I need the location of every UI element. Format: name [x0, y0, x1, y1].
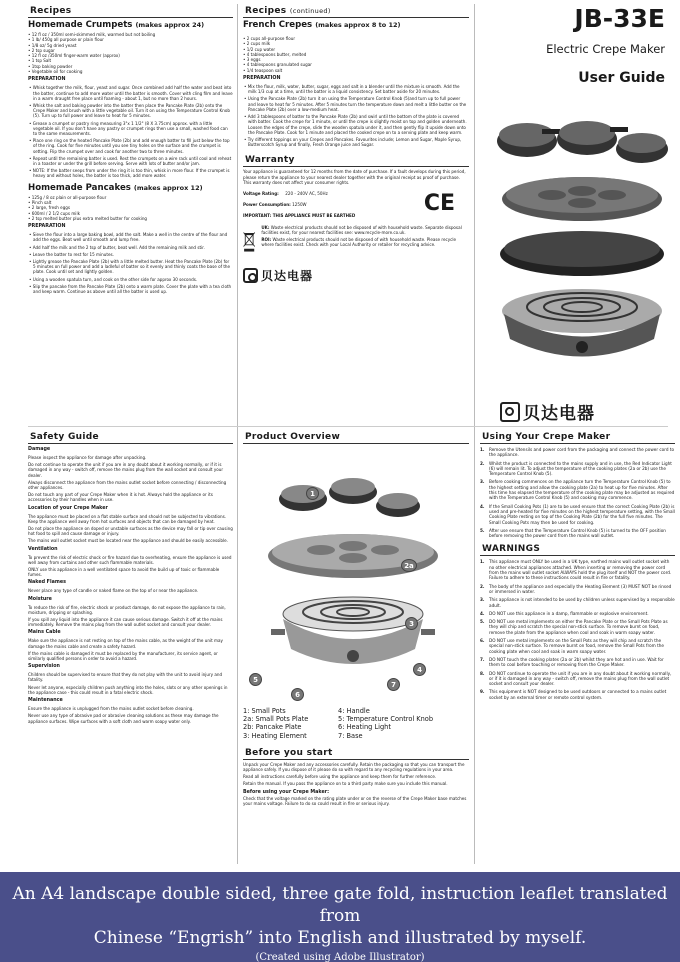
using-panel — [480, 430, 675, 868]
brand-large-icon — [500, 402, 520, 422]
step-number: 8. — [480, 670, 485, 676]
cover-panel — [480, 4, 675, 424]
safety-section-label: Damage — [28, 447, 51, 452]
legend-item: 7: Base — [338, 731, 363, 740]
prep-step: • Lightly grease the Pancake Plate (2b) with a little melted butter. Heat the Pancake Plate (2b) for 5 minutes on full power and add a ladleful of batter so it evenly and thinly coats the base of the plate. Cook until set and lightly golden. — [28, 259, 233, 275]
ingredient-item: • 1/2 cup water — [243, 47, 469, 52]
first-use-text: Check that the voltage marked on the rating plate under or on the reverse of the Crepe Maker base matches your mains voltage. Failure to do so could result in fire or serious injury. — [243, 795, 467, 806]
safety-paragraph: Do not continue to operate the unit if you are in any doubt about it working normally, or if it is damaged in any way - switch off, remove the mains plug from the wall socket and consult your dealer. — [28, 462, 224, 478]
prep-step: • Mix the flour, milk, water, butter, sugar, eggs and salt in a blender until the mixture is smooth. Add the milk 1/3 cup at a time, until the batter is a liquid consistency. Set batter aside for 20 minutes. — [243, 84, 469, 94]
before-paragraph: Read all instructions carefully before using the appliance and keep them for further reference. — [243, 774, 437, 780]
legend-item: 3: Heating Element — [243, 731, 307, 740]
safety-paragraph: If the mains cable is damaged it must be replaced by the manufacturer, its service agent, or similarly qualified persons in order to avoid a hazard. — [28, 650, 218, 662]
safety-sections — [28, 447, 233, 724]
step-text: Before cooking commences on the appliance turn the Temperature Control Knob (5) to the highest setting and allow the cooking plate (2a) to heat up for five minutes. After this time has elapsed the temperature of the cooking plate may be adjusted as required with the Temperature Control Knob (5) and cooking may commence. — [489, 479, 675, 501]
brand-logo-small: 贝达电器 — [243, 267, 469, 284]
safety-paragraph: Never use any type of abrasive pad or abrasive cleaning solutions as these may damage the appliance surfaces. Wipe surfaces with a soft cloth and warm soapy water only. — [28, 713, 219, 724]
caption-line-3: (Created using Adobe Illustrator) — [255, 952, 425, 962]
prep-step: • Leave the batter to rest for 15 minutes. — [28, 252, 233, 257]
step-number: 1. — [480, 447, 485, 452]
roi-disposal: ROI: Waste electrical products should not be disposed of with household waste. Please recycle where facilities exist. Check with your Local Authority or retailer for recycling advice. — [261, 236, 457, 248]
first-use-label: Before using your Crepe Maker: — [243, 789, 329, 795]
caption-line-1: An A4 landscape double sided, three gate fold, instruction leaflet translated from — [12, 884, 668, 926]
crepes-prep-label: PREPARATION — [243, 76, 281, 82]
ce-mark: CE — [423, 191, 455, 217]
safety-paragraph: Ensure the appliance is unplugged from the mains outlet socket before cleaning. — [28, 706, 194, 712]
warnings-list — [480, 559, 675, 700]
prep-step: • Repeat until the remaining batter is used. Rest the crumpets on a wire rack until cool and reheat in a toaster or under the grill before serving. Serve with lots of butter and/or jam. — [28, 156, 233, 166]
safety-paragraph: To prevent the risk of electric shock or fire hazard due to overheating, ensure the appliance is used well away from curtains and other such flammable materials. — [28, 554, 232, 565]
overview-header: Product Overview — [243, 430, 469, 444]
safety-paragraph: Never place any type of candle or naked flame on the top of or near the appliance. — [28, 588, 199, 594]
ingredient-item: • 2 cups all-purpose flour — [243, 36, 469, 41]
step-number: 3. — [480, 597, 485, 603]
recipes-continued-header: Recipes (continued) — [243, 4, 469, 18]
pancakes-title: Homemade Pancakes (makes approx 12) — [28, 182, 203, 193]
ingredient-item: • 4 tablespoons granulated sugar — [243, 62, 469, 67]
legend-item: 4: Handle — [338, 707, 370, 715]
safety-paragraph: Do not place the appliance on doped or unstable surfaces as the device may fall or tip over causing hot food to spill and cause damage or injury. — [28, 526, 233, 537]
weee-bin-icon — [243, 223, 255, 261]
step-text: This appliance is not intended to be used by children unless supervised by a responsible adult. — [489, 597, 675, 608]
safety-header: Safety Guide — [28, 430, 233, 444]
warranty-header: Warranty — [243, 153, 469, 167]
exploded-diagram — [243, 444, 469, 704]
legend-item: 5: Temperature Control Knob — [338, 715, 434, 724]
legend-item: 2b: Pancake Plate — [243, 723, 302, 732]
overview-panel — [243, 430, 469, 868]
safety-paragraph: Never let anyone, especially children push anything into the holes, slots or any other openings in the appliance case - this could result in a fatal electric shock. — [28, 684, 228, 695]
step-text: After use ensure that the Temperature Control Knob (5) is turned to the OFF position before removing the power cord from the mains wall outlet. — [489, 527, 666, 539]
caption-line-2: Chinese “Engrish” into English and illustrated by myself. — [93, 928, 587, 948]
before-header: Before you start — [243, 746, 469, 760]
step-number: 1. — [480, 559, 485, 565]
step-number: 3. — [480, 479, 485, 485]
callout-4: 4 — [413, 663, 426, 676]
safety-paragraph: Do not touch any part of your Crepe Maker when it is hot. Always hold the appliance or its accessories by their handles when in use. — [28, 492, 213, 503]
guide-title: User Guide — [578, 70, 665, 86]
ingredient-item: • 600ml / 2 1/2 cups milk — [28, 211, 233, 216]
step-number: 9. — [480, 689, 485, 695]
ingredient-item: • 1 lb/ 450g all purpose or plain flour — [28, 37, 233, 42]
ingredient-item: • 12 fl oz /350ml finger-warm water (approx) — [28, 53, 233, 58]
step-text: DO NOT continue to operate the unit if you are in any doubt about it working normally, or if it is damaged in any way - switch off, remove the mains plug from the wall outlet socket and consult your dealer. — [489, 670, 672, 687]
step-number: 4. — [480, 503, 485, 509]
parts-legend — [243, 707, 469, 740]
before-paragraphs — [243, 762, 469, 787]
warning-item — [480, 689, 675, 700]
safety-section-label: Moisture — [28, 596, 52, 602]
callout-6: 6 — [291, 688, 304, 701]
step-text: DO NOT use metal implements on the Small Pots as they will chip and scratch the special non-stick surface. To remove burnt on food, remove the Small Pots from the cooking plate when cool and soak in warm soapy water. — [489, 638, 664, 654]
step-text: Whilst the product is connected to the mains supply and in use, the Red Indicator Light (6) will remain lit. To adjust the temperature of the cooking plates (2a or 2b) use the Temperature Control Knob (5). — [489, 460, 672, 477]
prep-step: • Add half the milk and the 2 tsp of butter, beat well. Add the remaining milk and stir. — [28, 245, 233, 250]
exploded-diagram-drawing — [243, 444, 469, 704]
prep-step: • Place one ring on the heated Pancake Plate (2b) and add enough batter to fill just below the top of the ring. Cook for five minutes until you see tiny holes on the surface and the crumpet is setting. Flip the crumpet over and cook for another two to three minutes. — [28, 138, 233, 154]
safety-section-label: Mains Cable — [28, 630, 61, 636]
step-text: This appliance must ONLY be used in a UK type, earthed mains wall outlet socket with no other electrical appliances attached. When inserting or removing the power cord from the mains wall outlet socket ALWAYS hold the plug itself and NOT the power cord. Failure to adhere to these instructions could result in fire or fatality. — [489, 559, 672, 581]
safety-paragraph: Children should be supervised to ensure that they do not play with the unit to avoid injury and fatality. — [28, 672, 223, 683]
step-number: 5. — [480, 619, 485, 625]
warning-item — [480, 611, 675, 616]
important-note: IMPORTANT: THIS APPLIANCE MUST BE EARTHED — [243, 213, 356, 219]
crumpets-title: Homemade Crumpets (makes approx 24) — [28, 20, 205, 30]
ingredient-item: • 2 tsp melted butter plus extra melted butter for cooking — [28, 216, 233, 221]
callout-1: 1 — [306, 487, 319, 500]
recipes-header: Recipes — [28, 4, 233, 18]
crumpets-ingredients — [28, 32, 233, 74]
ingredient-item: • 2 large, fresh eggs — [28, 205, 233, 210]
recipes-panel — [28, 4, 233, 424]
ingredient-item: • Pinch salt — [28, 200, 233, 205]
before-paragraph: Retain the manual. If you pass the appliance on to a third party make sure you include this manual. — [243, 781, 448, 787]
step-number: 4. — [480, 610, 485, 616]
ingredient-item: • 1/8 oz/ 5g dried yeast — [28, 43, 233, 48]
crepe-maker-illustration — [482, 99, 672, 389]
brand-logo-large: 贝达电器 — [500, 399, 595, 424]
crumpets-steps — [28, 85, 233, 178]
warning-item — [480, 619, 675, 635]
safety-section-label: Location of your Crepe Maker — [28, 505, 108, 511]
step-text: If the Small Cooking Pots (1) are to be used ensure that the correct Cooking Plate (2b) is used and pre-heated for five minutes on the highest temperature setting, with the Small Cooking Plate resting on top of the Cooking Plate (2b) for the full five minutes. The Small Cooking Pots may then be used for cooking. — [489, 503, 675, 525]
ingredient-item: • 12 fl oz / 350ml semi-skimmed milk, warmed but not boiling — [28, 32, 233, 37]
step-text: Remove the Utensils and power cord from the packaging and connect the power cord to the appliance. — [489, 447, 675, 458]
step-text: DO NOT use metal implements on either the Pancake Plate or the Small Pots Plate as they will chip and scratch the special non-stick surface. To remove burnt on food, remove the plate from the appliance when cool and soak in warm soapy water. — [489, 619, 668, 635]
using-step — [480, 528, 675, 539]
legend-item: 1: Small Pots — [243, 707, 286, 715]
using-step — [480, 504, 675, 525]
recipes-continued-panel — [243, 4, 469, 424]
crepes-steps — [243, 84, 469, 147]
warning-item — [480, 597, 675, 608]
before-paragraph: Unpack your Crepe Maker and any accessories carefully. Retain the packaging so that you can transport the appliance safely. If you dispose of it please do so with regard to any recycling regulations in your area. — [243, 761, 465, 773]
power-row: Power Consumption: 1250W — [243, 202, 307, 208]
legend-item: 6: Heating Light — [338, 723, 391, 732]
safety-section-label: Naked Flames — [28, 580, 66, 586]
ingredient-item: • 125g / 8 oz plain or all-purpose flour — [28, 195, 233, 200]
safety-section-label: Maintenance — [28, 698, 63, 704]
safety-paragraph: The appliance must be placed on a flat stable surface and should not be subjected to vibrations. Keep the appliance well away from hot surfaces and objects that can be damaged by heat. — [28, 513, 227, 524]
warranty-text: Your appliance is guaranteed for 12 months from the date of purchase. If a fault develops during this period, please return the appliance to your nearest dealer together with the original receipt as proof of purchase. This warranty does not affect your consumer rights. — [243, 169, 466, 185]
callout-3: 3 — [405, 617, 418, 630]
safety-paragraph: If you spill any liquid into the appliance it can cause serious damage. Switch it off at the mains immediately. Remove the mains plug from the wall outlet socket and consult your dealer. — [28, 617, 223, 628]
ingredient-item: • 4 tablespoons butter, melted — [243, 52, 469, 57]
step-number: 6. — [480, 638, 485, 644]
warning-item — [480, 584, 675, 595]
ingredient-item: • Vegetable oil for cooking — [28, 69, 233, 74]
using-step — [480, 461, 675, 477]
callout-5: 5 — [249, 673, 262, 686]
crepes-title: French Crepes (makes approx 8 to 12) — [243, 20, 401, 30]
prep-step: • Add 3 tablespoons of batter to the Pancake Plate (2b) and swirl until the bottom of the plate is covered with batter. Cook the crepe for 1 minute, or until the crepe is slightly moist on top and golden underneath. Loosen the edges of the crepe, slide the wooden spatula under it, and then gently flip it upside down onto the Pancake Plate. Cook for 1 minute and placed the cooked crepe on to a serving plate and keep warm. — [243, 114, 469, 135]
legend-item: 2a: Small Pots Plate — [243, 715, 309, 724]
safety-paragraph: Please inspect the appliance for damage after unpacking. — [28, 455, 147, 460]
crepes-ingredients — [243, 36, 469, 73]
safety-paragraph: ONLY use this appliance in a well ventilated space to avoid the build up of toxic or flammable fumes. — [28, 567, 220, 578]
step-number: 2. — [480, 460, 485, 466]
prep-step: • NOTE: If the batter seeps from under the ring it is too thin, whisk in more flour. If the crumpet is heavy and without holes, the batter is too thick, add more water. — [28, 168, 233, 178]
warning-item — [480, 671, 675, 687]
safety-paragraph: To reduce the risk of fire, electric shock or product damage, do not expose the appliance to rain, moisture, dripping or splashing. — [28, 604, 226, 615]
safety-section-label: Supervision — [28, 664, 60, 670]
callout-7: 7 — [387, 678, 400, 691]
warning-item — [480, 638, 675, 654]
ingredient-item: • 1tsp baking powder — [28, 64, 233, 69]
ingredient-item: • 1/4 teaspoon salt — [243, 68, 469, 73]
brand-icon — [243, 268, 258, 283]
crumpets-prep-label: PREPARATION — [28, 77, 66, 83]
voltage-row: Voltage Rating: 220 - 240V AC, 50Hz — [243, 190, 328, 196]
warning-item — [480, 657, 675, 668]
safety-paragraph: The mains wall outlet socket must be located near the appliance and should be easily accessible. — [28, 538, 228, 544]
using-steps — [480, 447, 675, 538]
warning-item — [480, 559, 675, 580]
using-header: Using Your Crepe Maker — [480, 430, 675, 444]
safety-section-label: Ventilation — [28, 546, 58, 552]
prep-step: • Whisk together the milk, flour, yeast and sugar. Once combined add half the water and beat into the batter, continue to add more water until the batter is smooth. Cover with cling film and leave in a warm draught free place until foaming - about 1, but no more than 2 hours. — [28, 85, 233, 101]
safety-panel — [28, 430, 233, 868]
step-text: The body of the appliance and especially the Heating Element (3) MUST NOT be rinsed or immersed in water. — [489, 583, 672, 594]
pancakes-prep-label: PREPARATION — [28, 224, 66, 230]
step-number: 7. — [480, 656, 485, 662]
ingredient-item: • 2 tsp sugar — [28, 48, 233, 53]
product-name: Electric Crepe Maker — [546, 42, 665, 56]
callout-2a: 2a — [401, 559, 417, 572]
safety-paragraph: Make sure the appliance is not resting on top of the mains cable, as the weight of the unit may damage the mains cable and create a safety hazard. — [28, 638, 223, 649]
step-text: DO NOT touch the cooking plates (2a or 2b) whilst they are hot and in use. Wait for them to cool before touching or removing from the Crepe Maker. — [489, 656, 664, 668]
step-text: This equipment is NOT designed to be used outdoors or connected to a mains outlet socket by an external timer or remote control system. — [489, 689, 667, 700]
prep-step: • Using the Pancake Plate (2b) turn it on using the Temperature Control Knob (5)and turn up to full power and leave to heat for 5 minutes. After 5 minutes turn the temperature down and melt a little butter on the Pancake Plate (2b) over a low-medium heat. — [243, 96, 469, 112]
caption-banner — [0, 872, 680, 962]
prep-step: • Sieve the flour into a large baking bowl, add the salt. Make a well in the centre of the flour and add the eggs. Beat well until smooth and lump free. — [28, 232, 233, 242]
step-number: 5. — [480, 527, 485, 533]
ingredient-item: • 2 cups milk — [243, 41, 469, 46]
step-text: DO NOT use this appliance in a damp, flammable or explosive environment. — [489, 610, 649, 616]
ingredient-item: • 3 eggs — [243, 57, 469, 62]
using-step — [480, 479, 675, 500]
pancakes-steps — [28, 232, 233, 294]
step-number: 2. — [480, 583, 485, 589]
safety-paragraph: Always disconnect the appliance from the mains outlet socket before connecting / disconnecting other appliances. — [28, 479, 227, 491]
prep-step: • Try different toppings on your Crepes and Pancakes. Favourites include; Lemon and Sugar, Maple Syrup, Butterscotch Syrup and finally, Fresh Orange juice and Sugar. — [243, 137, 469, 147]
prep-step: • Slip the pancake from the Pancake Plate (2b) onto a warm plate. Cover the plate with a tea cloth and keep warm. Continue as above until all the batter is used up. — [28, 284, 233, 294]
model-number: JB-33E — [574, 4, 665, 33]
warnings-header: WARNINGS — [480, 542, 675, 556]
ingredient-item: • 1 tsp Salt — [28, 58, 233, 63]
using-step — [480, 447, 675, 458]
prep-step: • Whisk the salt and baking powder into the batter then place the Pancake Plate (2b) onto the Crepe Maker and brush with a little vegetable oil. Turn it on using the Temperature Control Knob (5). Turn up to full power and leave to heat for 5 minutes. — [28, 103, 233, 119]
uk-disposal: UK: Waste electrical products should not be disposed of with household waste. Separate disposal facilities exist, for your nearest facilities see: www.recycle-more.co.uk. — [261, 224, 462, 235]
prep-step: • Grease a crumpet or pastry ring measuring 3"x 1 1/2" (8 X 3.75cm) approx. with a little vegetable oil. If you don't have any pastry or crumpet rings then use a small, washed food can to the same measurements. — [28, 121, 233, 137]
pancakes-ingredients — [28, 195, 233, 221]
prep-step: • Using a wooden spatula turn, and cook on the other side for approx 30 seconds. — [28, 277, 233, 282]
